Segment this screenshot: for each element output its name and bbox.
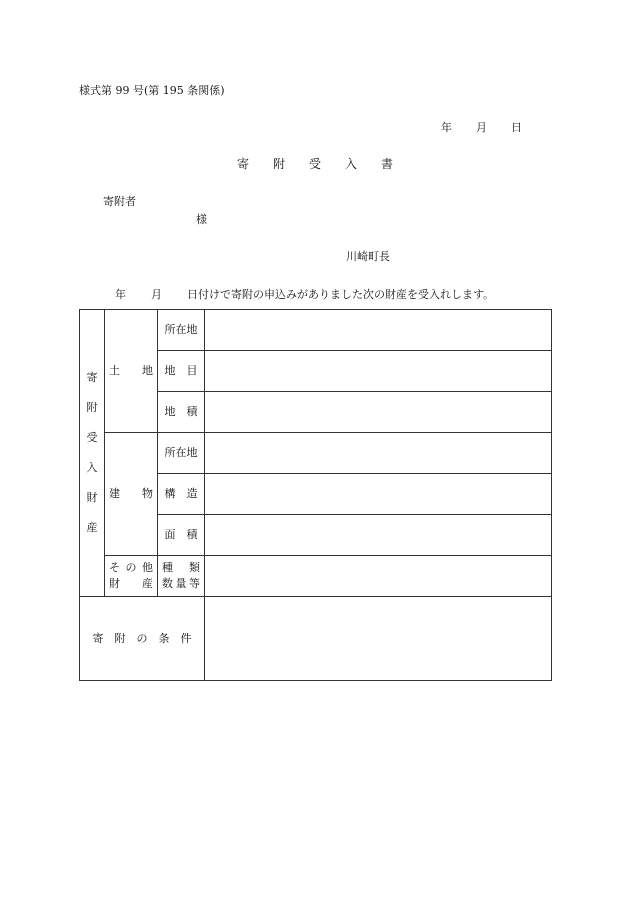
group-label-char: 入 <box>86 461 98 474</box>
date-year-label: 年 <box>441 121 452 134</box>
group-label-cell <box>80 310 105 597</box>
group-label-char: 寄 <box>86 371 98 385</box>
other-quantity-label: 数量等 <box>162 577 200 590</box>
land-location-field[interactable] <box>205 310 552 351</box>
date-line <box>441 119 522 135</box>
table-row <box>80 597 552 681</box>
donor-label: 寄附者 <box>103 195 136 208</box>
body-text <box>115 286 494 302</box>
other-property-label-line1: その他 <box>109 561 153 575</box>
donation-table <box>79 309 552 681</box>
conditions-field[interactable] <box>205 597 552 681</box>
building-location-field[interactable] <box>205 433 552 474</box>
land-location-label: 所在地 <box>158 310 205 351</box>
other-type-label: 種 類 <box>162 561 200 575</box>
other-property-label <box>105 556 158 597</box>
land-area-field[interactable] <box>205 392 552 433</box>
land-label: 土 地 <box>105 310 158 433</box>
honorific: 様 <box>196 213 207 226</box>
other-property-label-line2: 財 産 <box>109 577 153 590</box>
building-location-label: 所在地 <box>158 433 205 474</box>
other-type-quantity-label <box>158 556 205 597</box>
group-label-char: 附 <box>86 401 98 415</box>
group-label-char: 受 <box>86 431 98 445</box>
table-row <box>80 310 552 351</box>
issuer-name: 川崎町長 <box>346 250 390 263</box>
land-area-label: 地 積 <box>158 392 205 433</box>
document-title: 寄 附 受 入 書 <box>237 157 394 171</box>
table-row <box>80 556 552 597</box>
land-category-field[interactable] <box>205 351 552 392</box>
other-property-field[interactable] <box>205 556 552 597</box>
group-label-char: 財 <box>86 490 98 504</box>
body-sentence: 日付けで寄附の申込みがありました次の財産を受入れします。 <box>187 288 495 301</box>
building-floor-area-label: 面 積 <box>158 515 205 556</box>
form-number: 様式第 99 号(第 195 条関係) <box>79 84 225 97</box>
body-month-label: 月 <box>151 288 162 301</box>
date-day-label: 日 <box>511 121 522 134</box>
land-category-label: 地 目 <box>158 351 205 392</box>
group-label-char: 産 <box>86 520 98 534</box>
conditions-label: 寄 附 の 条 件 <box>80 597 205 681</box>
building-floor-area-field[interactable] <box>205 515 552 556</box>
body-year-label: 年 <box>115 288 126 301</box>
table-row <box>80 433 552 474</box>
building-label: 建 物 <box>105 433 158 556</box>
building-structure-label: 構 造 <box>158 474 205 515</box>
date-month-label: 月 <box>476 121 487 134</box>
building-structure-field[interactable] <box>205 474 552 515</box>
